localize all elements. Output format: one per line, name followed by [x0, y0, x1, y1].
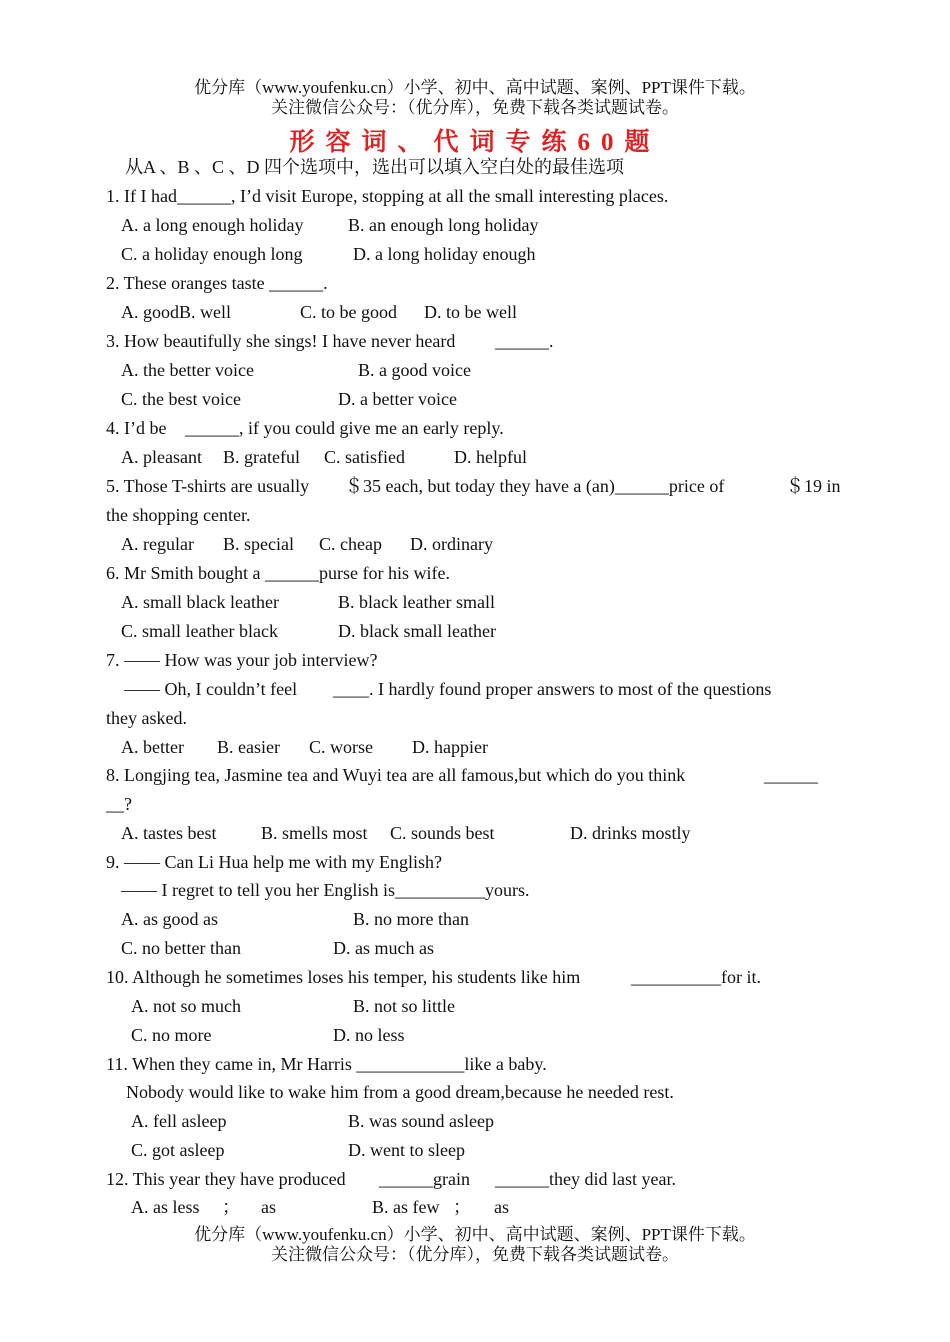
q8-option-b: B. smells most	[261, 823, 368, 843]
question-12-rest: ______they did last year.	[495, 1169, 676, 1189]
question-2: 2. These oranges taste ______.	[106, 273, 328, 293]
q9-option-b: B. no more than	[353, 909, 469, 929]
q2-option-ab: A. goodB. well	[121, 302, 231, 322]
q10-option-b: B. not so little	[353, 996, 456, 1016]
q10-option-a: A. not so much	[131, 996, 241, 1016]
q5-option-c: C. cheap	[319, 534, 382, 554]
q12-option-b-end: as	[494, 1197, 509, 1217]
q3-option-c: C. the best voice	[121, 389, 241, 409]
question-8-blank: ______	[764, 765, 818, 785]
q6-option-a: A. small black leather	[121, 592, 279, 612]
q1-option-d: D. a long holiday enough	[353, 244, 536, 264]
question-8-line-2: __?	[106, 794, 132, 814]
question-7-line-3: they asked.	[106, 708, 187, 728]
q8-option-d: D. drinks mostly	[570, 823, 691, 843]
q4-option-b: B. grateful	[223, 447, 300, 467]
q2-option-c: C. to be good	[300, 302, 397, 322]
q1-option-b: B. an enough long holiday	[348, 215, 539, 235]
q6-option-d: D. black small leather	[338, 621, 496, 641]
question-8: 8. Longjing tea, Jasmine tea and Wuyi tea are all famous,but which do you think	[106, 765, 686, 785]
page-title: 形容词、代词专练60题	[289, 129, 661, 156]
q5-option-d: D. ordinary	[410, 534, 493, 554]
question-6: 6. Mr Smith bought a ______purse for his wife.	[106, 563, 450, 583]
question-3-blank: ______.	[495, 331, 554, 351]
q3-option-a: A. the better voice	[121, 360, 254, 380]
question-7: 7. —— How was your job interview?	[106, 650, 378, 670]
q9-option-a: A. as good as	[121, 909, 218, 929]
question-7-line-2b: ____. I hardly found proper answers to most of the questions	[333, 679, 772, 699]
instruction: 从A 、B 、C 、D 四个选项中，选出可以填入空白处的最佳选项	[125, 157, 625, 177]
q6-option-c: C. small leather black	[121, 621, 278, 641]
question-9-line-2: —— I regret to tell you her English is__________yours.	[121, 880, 530, 900]
q1-option-a: A. a long enough holiday	[121, 215, 304, 235]
question-5-line-2: the shopping center.	[106, 505, 251, 525]
q12-option-b-sep: ；	[453, 1197, 471, 1217]
q9-option-d: D. as much as	[333, 938, 434, 958]
question-10: 10. Although he sometimes loses his temper, his students like him	[106, 967, 581, 987]
q4-option-d: D. helpful	[454, 447, 527, 467]
q11-option-a: A. fell asleep	[131, 1111, 227, 1131]
q4-option-c: C. satisfied	[324, 447, 405, 467]
q12-option-a-sep: ；	[222, 1197, 240, 1217]
header-line-1: 优分库（www.youfenku.cn）小学、初中、高中试题、案例、PPT课件下载。	[194, 78, 756, 97]
question-5-end: ＄19 in	[786, 476, 841, 496]
q10-option-c: C. no more	[131, 1025, 212, 1045]
q9-option-c: C. no better than	[121, 938, 241, 958]
question-5: 5. Those T-shirts are usually	[106, 476, 310, 496]
question-12-blank-1: ______grain	[379, 1169, 470, 1189]
q6-option-b: B. black leather small	[338, 592, 495, 612]
q10-option-d: D. no less	[333, 1025, 405, 1045]
q5-option-a: A. regular	[121, 534, 194, 554]
q2-option-d: D. to be well	[424, 302, 517, 322]
q11-option-b: B. was sound asleep	[348, 1111, 494, 1131]
question-7-line-2a: —— Oh, I couldn’t feel	[124, 679, 298, 699]
question-1: 1. If I had______, I’d visit Europe, stopping at all the small interesting places.	[106, 186, 669, 206]
q7-option-c: C. worse	[309, 737, 373, 757]
q3-option-b: B. a good voice	[358, 360, 471, 380]
q12-option-a-end: as	[261, 1197, 276, 1217]
q4-option-a: A. pleasant	[121, 447, 202, 467]
question-4: 4. I’d be	[106, 418, 167, 438]
footer-line-2: 关注微信公众号：（优分库），免费下载各类试题试卷。	[271, 1245, 679, 1264]
question-10-rest: __________for it.	[631, 967, 761, 987]
question-12: 12. This year they have produced	[106, 1169, 346, 1189]
q11-option-d: D. went to sleep	[348, 1140, 465, 1160]
q7-option-d: D. happier	[412, 737, 488, 757]
question-11-line-2: Nobody would like to wake him from a good dream,because he needed rest.	[126, 1082, 674, 1102]
question-9: 9. —— Can Li Hua help me with my English?	[106, 852, 442, 872]
q7-option-a: A. better	[121, 737, 184, 757]
question-11: 11. When they came in, Mr Harris ____________like a baby.	[106, 1054, 547, 1074]
footer-line-1: 优分库（www.youfenku.cn）小学、初中、高中试题、案例、PPT课件下载。	[194, 1225, 756, 1244]
q1-option-c: C. a holiday enough long	[121, 244, 303, 264]
q12-option-a: A. as less	[131, 1197, 200, 1217]
question-3: 3. How beautifully she sings! I have never heard	[106, 331, 456, 351]
q8-option-a: A. tastes best	[121, 823, 217, 843]
q5-option-b: B. special	[223, 534, 294, 554]
header-line-2: 关注微信公众号：（优分库），免费下载各类试题试卷。	[271, 98, 679, 117]
q3-option-d: D. a better voice	[338, 389, 457, 409]
q12-option-b: B. as few	[372, 1197, 440, 1217]
question-5-middle: ＄35 each, but today they have a (an)______price of	[345, 476, 725, 496]
question-4-rest: ______, if you could give me an early reply.	[185, 418, 504, 438]
q7-option-b: B. easier	[217, 737, 280, 757]
q11-option-c: C. got asleep	[131, 1140, 225, 1160]
q8-option-c: C. sounds best	[390, 823, 495, 843]
